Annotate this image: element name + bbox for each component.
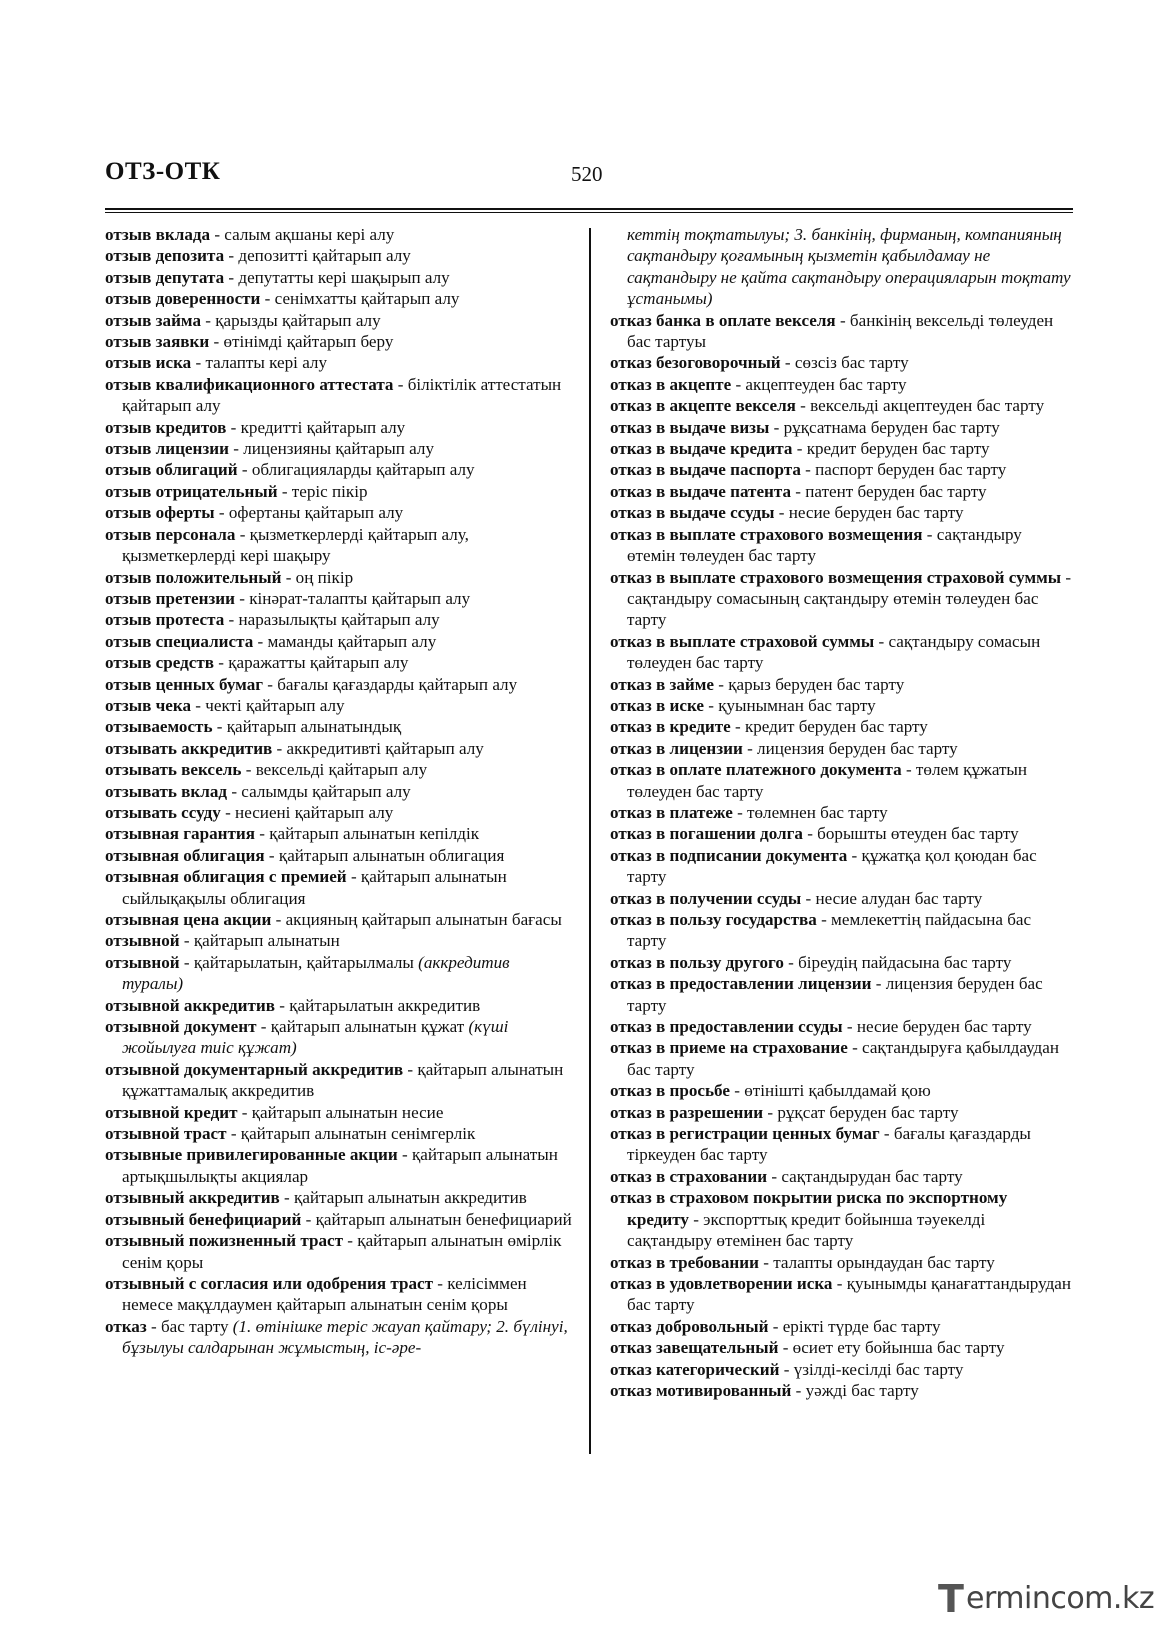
entry-definition: - борышты өтеуден бас тарту — [802, 824, 1019, 844]
entry-definition: - төлем құжатын төлеуден бас тарту — [627, 760, 1028, 801]
entry-term: отказ безоговорочный — [610, 353, 781, 373]
entry-term: отказ в выплате страховой суммы — [610, 631, 875, 651]
entry-definition: - талапты кері алу — [191, 353, 328, 373]
entry-term: отзывная гарантия — [105, 824, 255, 844]
entry-definition: - қайтарып алынатын сенімгерлік — [226, 1124, 476, 1144]
entry-definition: - қайтарылатын, қайтарылмалы — [179, 952, 419, 972]
entry-term: отзыв вклада — [105, 225, 211, 244]
entry-term: отзывать вексель — [105, 760, 242, 780]
entry-definition: - паспорт беруден бас тарту — [800, 460, 1007, 480]
dictionary-entry — [105, 781, 573, 802]
entry-definition: - қайтарылатын аккредитив — [274, 995, 481, 1015]
entry-note: кеттің тоқтатылуы; 3. банкінің, фирманың, компанияның сақтандыру қоғамының қызметін қабылдамау не сақтандыру не қайта сақтандыру операцияларын тоқтату ұстанымы) — [627, 225, 1071, 309]
dictionary-entry — [610, 1316, 1073, 1337]
dictionary-entry — [105, 588, 573, 609]
entry-definition: - құжатқа қол қоюдан бас тарту — [627, 845, 1037, 887]
dictionary-entry — [105, 952, 573, 995]
entry-definition: - лицензия беруден бас тарту — [742, 738, 958, 758]
entry-definition: - қаражатты қайтарып алу — [213, 653, 409, 673]
dictionary-entry — [105, 738, 573, 759]
entry-term: отзывной — [105, 931, 180, 951]
entry-term: отзывный аккредитив — [105, 1188, 280, 1208]
entry-definition: - кінәрат-талапты қайтарып алу — [235, 588, 471, 608]
entry-definition: - өтінімді қайтарып беру — [209, 332, 394, 352]
entry-term: отказ в пользу другого — [610, 952, 784, 972]
entry-term: отказ в выдаче патента — [610, 481, 792, 501]
dictionary-entry — [105, 438, 573, 459]
entry-term: отзыв положительный — [105, 567, 282, 587]
dictionary-entry — [610, 524, 1073, 567]
header-rule — [105, 208, 1073, 210]
entry-term: отказ в приеме на страхование — [610, 1038, 848, 1058]
entry-term: отзывная цена акции — [105, 910, 272, 929]
entry-term: отзывной документ — [105, 1017, 257, 1037]
entry-term: отзыв заявки — [105, 332, 210, 352]
dictionary-entry — [105, 631, 573, 652]
entry-term: отказ в выплате страхового возмещения страховой суммы — [610, 567, 1062, 587]
entry-term: отзывные привилегированные акции — [105, 1145, 398, 1165]
dictionary-entry — [610, 1166, 1073, 1187]
dictionary-entry — [105, 417, 573, 438]
dictionary-entry — [610, 1102, 1073, 1123]
entry-definition: - сенімхатты қайтарып алу — [260, 289, 460, 309]
entry-definition: - кредитті қайтарып алу — [226, 417, 406, 437]
entry-term: отзыв лицензии — [105, 439, 229, 459]
entry-term: отказ добровольный — [610, 1316, 769, 1336]
entry-term: отказ — [105, 1316, 147, 1336]
entry-definition: - несие беруден бас тарту — [774, 503, 964, 523]
entry-definition: - рұқсатнама беруден бас тарту — [769, 417, 1000, 437]
entry-definition: - қуынымды қанағаттандырудан бас тарту — [627, 1273, 1072, 1315]
dictionary-entry — [610, 1080, 1073, 1101]
dictionary-entry — [610, 802, 1073, 823]
entry-definition: - біреудің пайдасына бас тарту — [783, 952, 1012, 972]
entry-definition: - өтінішті қабылдамай қою — [729, 1081, 931, 1101]
entry-note: (күші жойылуға тиіс құжат) — [122, 1017, 509, 1058]
entry-definition: - қарыз беруден бас тарту — [714, 674, 905, 694]
page-header-range: ОТЗ-ОТК — [105, 158, 221, 185]
entry-term: отзывная облигация с премией — [105, 867, 347, 887]
entry-term: отказ в предоставлении ссуды — [610, 1017, 843, 1037]
entry-definition: - қайтарып алынатындық — [212, 717, 402, 737]
entry-term: отзывной документарный аккредитив — [105, 1059, 404, 1079]
entry-definition: - бас тарту — [146, 1316, 233, 1336]
entry-definition: - маманды қайтарып алу — [253, 631, 437, 651]
dictionary-entry — [610, 845, 1073, 888]
dictionary-entry — [105, 245, 573, 266]
entry-term: отзыв доверенности — [105, 289, 261, 309]
entry-term: отказ банка в оплате векселя — [610, 310, 836, 330]
entry-definition: - қайтарып алынатын өмірлік сенім қоры — [122, 1231, 562, 1272]
entry-definition: - оң пікір — [281, 567, 354, 587]
entry-term: отзыв протеста — [105, 610, 225, 630]
entry-term: отзыв чека — [105, 695, 192, 715]
dictionary-entry — [105, 823, 573, 844]
entry-definition: - сақтандыру сомасын төлеуден бас тарту — [627, 631, 1041, 673]
entry-term: отказ в оплате платежного документа — [610, 760, 902, 780]
entry-term: отказ в страховании — [610, 1166, 768, 1186]
entry-definition: - сақтандыру сомасының сақтандыру өтемін төлеуден бас тарту — [627, 567, 1072, 630]
dictionary-entry — [105, 331, 573, 352]
entry-definition: - төлемнен бас тарту — [732, 802, 888, 822]
dictionary-entry — [105, 995, 573, 1016]
entry-term: отзывной аккредитив — [105, 995, 275, 1015]
dictionary-entry — [610, 738, 1073, 759]
entry-definition: - кредит беруден бас тарту — [792, 439, 990, 459]
dictionary-entry — [105, 1123, 573, 1144]
header-rule-thin — [105, 212, 1073, 213]
dictionary-entry — [610, 395, 1073, 416]
entry-term: отзыв облигаций — [105, 460, 238, 480]
entry-term: отказ завещательный — [610, 1338, 779, 1358]
dictionary-entry — [105, 674, 573, 695]
entry-note: (1. өтінішке теріс жауап қайтару; 2. бүлінуі, бұзылуы салдарынан жұмыстың, іс-әре- — [122, 1316, 568, 1358]
entry-term: отзыв квалификационного аттестата — [105, 374, 394, 394]
dictionary-entry — [610, 1337, 1073, 1358]
dictionary-entry — [105, 716, 573, 737]
dictionary-entry — [105, 866, 573, 909]
dictionary-entry — [610, 1252, 1073, 1273]
entry-definition: - өсиет ету бойынша бас тарту — [778, 1338, 1005, 1358]
entry-note: (аккредитив туралы) — [122, 952, 510, 994]
dictionary-entry — [105, 1059, 573, 1102]
entry-term: отказ в просьбе — [610, 1081, 730, 1101]
dictionary-entry — [610, 716, 1073, 737]
entry-term: отказ в погашении долга — [610, 824, 803, 844]
entry-term: отзыв депутата — [105, 267, 225, 287]
dictionary-entry — [610, 1273, 1073, 1316]
dictionary-entry — [105, 652, 573, 673]
dictionary-entry — [610, 417, 1073, 438]
entry-definition: - ерікті түрде бас тарту — [768, 1316, 941, 1336]
entry-term: отказ в выдаче ссуды — [610, 503, 775, 523]
dictionary-entry — [105, 481, 573, 502]
entry-definition: - сақтандыру өтемін төлеуден бас тарту — [627, 524, 1022, 566]
entry-definition: - сөзсіз бас тарту — [780, 353, 909, 373]
entry-definition: - қарызды қайтарып алу — [201, 310, 381, 330]
entry-term: отзыв средств — [105, 653, 214, 673]
entry-definition: - рұқсат беруден бас тарту — [763, 1102, 959, 1122]
entry-definition: - вексельді қайтарып алу — [241, 760, 428, 780]
entry-definition: - несиені қайтарып алу — [220, 802, 394, 822]
entry-term: отзывный бенефициарий — [105, 1209, 302, 1229]
dictionary-entry — [105, 1144, 573, 1187]
dictionary-entry — [105, 524, 573, 567]
dictionary-entry — [105, 802, 573, 823]
entry-definition: - мемлекеттің пайдасына бас тарту — [627, 910, 1032, 951]
entry-definition: - наразылықты қайтарып алу — [224, 610, 440, 630]
dictionary-entry — [610, 502, 1073, 523]
dictionary-entry — [105, 374, 573, 417]
entry-term: отзывать ссуду — [105, 802, 221, 822]
entry-definition: - депозитті қайтарып алу — [224, 246, 411, 266]
entry-definition: - салымды қайтарып алу — [227, 781, 411, 801]
entry-term: отказ в регистрации ценных бумаг — [610, 1124, 880, 1144]
dictionary-entry — [105, 288, 573, 309]
right-column — [610, 224, 1073, 1401]
entry-term: отзыв кредитов — [105, 417, 227, 437]
entry-term: отзыв претензии — [105, 588, 235, 608]
entry-term: отзывной — [105, 952, 180, 972]
entry-term: отзывный пожизненный траст — [105, 1231, 344, 1251]
entry-term: отказ в лицензии — [610, 738, 743, 758]
entry-definition: - қайтарып алынатын несие — [237, 1102, 444, 1122]
left-column — [105, 224, 573, 1359]
entry-term: отзывная облигация — [105, 845, 265, 865]
logo-text: ermincom.kz — [966, 1581, 1155, 1616]
entry-definition: - лицензияны қайтарып алу — [228, 439, 434, 459]
entry-definition: - экспорттық кредит бойынша тәуекелді сақтандыру өтемінен бас тарту — [627, 1209, 986, 1251]
entry-definition: - чекті қайтарып алу — [191, 695, 345, 715]
dictionary-entry — [610, 674, 1073, 695]
entry-term: отказ в страховом покрытии риска по экспортному кредиту — [610, 1188, 1008, 1229]
entry-term: отказ в выдаче паспорта — [610, 460, 801, 480]
dictionary-entry — [105, 1230, 573, 1273]
entry-term: отказ в выдаче визы — [610, 417, 770, 437]
entry-definition: - аккредитивті қайтарып алу — [272, 738, 484, 758]
dictionary-entry — [610, 1123, 1073, 1166]
entry-definition: - қайтарып алынатын облигация — [264, 845, 505, 865]
dictionary-entry — [610, 909, 1073, 952]
dictionary-entry — [610, 374, 1073, 395]
entry-definition: - акцияның қайтарып алынатын бағасы — [271, 910, 562, 929]
dictionary-entry — [105, 567, 573, 588]
entry-definition: - офертаны қайтарып алу — [214, 503, 404, 523]
entry-definition: - қайтарып алынатын аккредитив — [279, 1188, 527, 1208]
entry-definition: - несие алудан бас тарту — [801, 888, 983, 908]
entry-definition: - қайтарып алынатын сыйлықақылы облигация — [122, 867, 507, 908]
entry-definition: - уәжді бас тарту — [791, 1380, 919, 1400]
dictionary-entry — [105, 1102, 573, 1123]
dictionary-entry — [610, 224, 1073, 310]
entry-term: отказ в требовании — [610, 1252, 759, 1272]
entry-term: отзыв иска — [105, 353, 192, 373]
entry-definition: - қуынымнан бас тарту — [703, 695, 876, 715]
entry-definition: - сақтандыруға қабылдаудан бас тарту — [627, 1038, 1059, 1079]
dictionary-entry — [105, 352, 573, 373]
entry-definition: - қайтарып алынатын — [179, 931, 340, 951]
dictionary-entry — [610, 1016, 1073, 1037]
entry-term: отзыв депозита — [105, 246, 225, 266]
entry-term: отказ в получении ссуды — [610, 888, 802, 908]
dictionary-entry — [105, 930, 573, 951]
entry-term: отзыв оферты — [105, 503, 215, 523]
dictionary-entry — [610, 973, 1073, 1016]
dictionary-entry — [610, 952, 1073, 973]
entry-term: отказ в платеже — [610, 802, 733, 822]
entry-definition: - лицензия беруден бас тарту — [627, 974, 1043, 1015]
dictionary-entry — [105, 759, 573, 780]
entry-definition: - несие беруден бас тарту — [842, 1017, 1032, 1037]
entry-term: отказ в выплате страхового возмещения — [610, 524, 923, 544]
dictionary-entry — [610, 759, 1073, 802]
entry-term: отзыв ценных бумаг — [105, 674, 263, 694]
entry-term: отказ в акцепте — [610, 374, 732, 394]
dictionary-entry — [105, 267, 573, 288]
dictionary-entry — [610, 459, 1073, 480]
entry-term: отказ в займе — [610, 674, 714, 694]
dictionary-entry — [105, 1209, 573, 1230]
entry-term: отзыв персонала — [105, 524, 236, 544]
entry-definition: - қызметкерлерді қайтарып алу, қызметкерлерді кері шақыру — [122, 524, 469, 566]
dictionary-entry — [610, 1359, 1073, 1380]
entry-definition: - бағалы қағаздарды тіркеуден бас тарту — [627, 1124, 1031, 1165]
dictionary-entry — [610, 310, 1073, 353]
entry-term: отказ в кредите — [610, 717, 731, 737]
entry-term: отказ в выдаче кредита — [610, 439, 793, 459]
dictionary-entry — [610, 1037, 1073, 1080]
entry-definition: - салым ақшаны кері алу — [210, 225, 395, 244]
entry-definition: - қайтарып алынатын кепілдік — [255, 824, 480, 844]
entry-definition: - сақтандырудан бас тарту — [767, 1166, 963, 1186]
entry-term: отзывный с согласия или одобрения траст — [105, 1273, 433, 1293]
entry-term: отзывной кредит — [105, 1102, 238, 1122]
entry-term: отзывать вклад — [105, 781, 228, 801]
entry-term: отзывной траст — [105, 1124, 227, 1144]
dictionary-entry — [105, 459, 573, 480]
dictionary-entry — [610, 631, 1073, 674]
entry-term: отказ мотивированный — [610, 1380, 792, 1400]
entry-definition: - теріс пікір — [277, 481, 368, 501]
entry-term: отказ в иске — [610, 695, 704, 715]
entry-definition: - талапты орындаудан бас тарту — [758, 1252, 995, 1272]
entry-definition: - патент беруден бас тарту — [791, 481, 987, 501]
entry-definition: - депутатты кері шақырып алу — [224, 267, 450, 287]
entry-definition: - қайтарып алынатын артықшылықты акциялар — [122, 1145, 558, 1186]
dictionary-entry — [610, 352, 1073, 373]
entry-term: отзыв специалиста — [105, 631, 254, 651]
entry-term: отказ в предоставлении лицензии — [610, 974, 872, 994]
dictionary-entry — [105, 909, 573, 930]
logo-initial: T — [938, 1577, 964, 1621]
entry-term: отказ категорический — [610, 1359, 780, 1379]
dictionary-entry — [105, 1187, 573, 1208]
dictionary-entry — [105, 502, 573, 523]
dictionary-entry — [105, 1273, 573, 1316]
entry-term: отзыв займа — [105, 310, 201, 330]
dictionary-entry — [105, 310, 573, 331]
entry-definition: - вексельді акцептеуден бас тарту — [795, 396, 1045, 416]
entry-definition: - акцептеуден бас тарту — [731, 374, 907, 394]
entry-term: отказ в разрешении — [610, 1102, 764, 1122]
dictionary-entry — [105, 609, 573, 630]
dictionary-entry — [105, 224, 573, 245]
entry-definition: - кредит беруден бас тарту — [730, 717, 928, 737]
entry-term: отказ в пользу государства — [610, 910, 817, 929]
dictionary-entry — [610, 1187, 1073, 1251]
entry-term: отзыв отрицательный — [105, 481, 278, 501]
dictionary-entry — [105, 1016, 573, 1059]
entry-definition: - үзілді-кесілді бас тарту — [779, 1359, 964, 1379]
dictionary-entry — [105, 845, 573, 866]
entry-definition: - қайтарып алынатын құжаттамалық аккредитив — [122, 1059, 564, 1101]
entry-definition: - облигацияларды қайтарып алу — [237, 460, 475, 480]
entry-term: отзываемость — [105, 717, 213, 737]
dictionary-entry — [610, 823, 1073, 844]
dictionary-entry — [610, 695, 1073, 716]
entry-definition: - қайтарып алынатын құжат — [256, 1017, 469, 1037]
page-number: 520 — [571, 162, 603, 186]
entry-definition: - банкінің вексельді төлеуден бас тартуы — [627, 310, 1054, 352]
dictionary-entry — [610, 888, 1073, 909]
entry-definition: - бағалы қағаздарды қайтарып алу — [263, 674, 518, 694]
entry-term: отказ в подписании документа — [610, 845, 848, 865]
dictionary-entry — [610, 1380, 1073, 1401]
dictionary-entry — [105, 1316, 573, 1359]
termincom-logo — [938, 1577, 1155, 1621]
entry-definition: - келісіммен немесе мақұлдаумен қайтарып алынатын сенім қоры — [122, 1273, 527, 1315]
entry-definition: - қайтарып алынатын бенефициарий — [301, 1209, 572, 1229]
dictionary-entry — [105, 695, 573, 716]
entry-term: отзывать аккредитив — [105, 738, 273, 758]
entry-term: отказ в удовлетворении иска — [610, 1273, 833, 1293]
dictionary-entry — [610, 438, 1073, 459]
dictionary-entry — [610, 567, 1073, 631]
entry-term: отказ в акцепте векселя — [610, 396, 796, 416]
column-divider — [589, 228, 591, 1454]
dictionary-entry — [610, 481, 1073, 502]
entry-definition: - біліктілік аттестатын қайтарып алу — [122, 374, 562, 416]
